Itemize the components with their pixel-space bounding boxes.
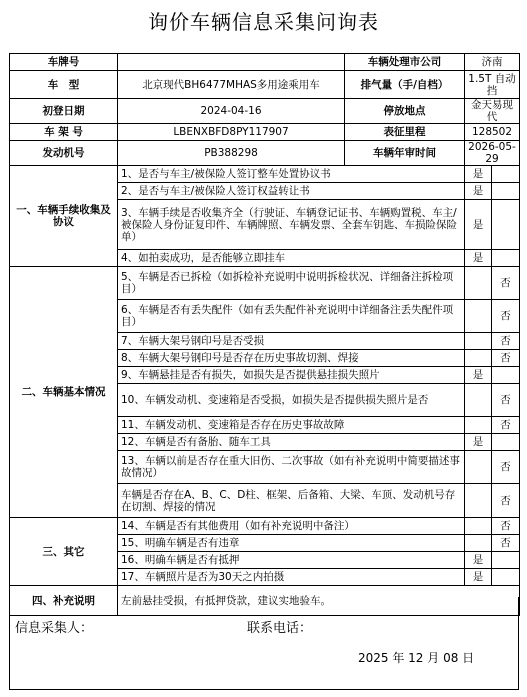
engine-label: 发动机号 [10,141,118,166]
no-mark [492,200,520,250]
item-text: 3、车辆手续是否收集齐全（行驶证、车辆登记证书、车辆购置税、车主/被保险人身份证复印件、车辆牌照、车辆发票、全套车钥匙、车损险保险单） [118,200,465,250]
engine-value: PB388298 [118,141,345,166]
no-mark: 否 [492,417,520,434]
item-row [10,267,520,300]
supplement-text: 左前悬挂受损，有抵押贷款，建议实地验车。 [118,586,520,616]
item-text: 14、车辆是否有其他费用（如有补充说明中备注） [118,518,465,535]
section-other: 三、其它 [10,518,118,586]
section-condition: 二、车辆基本情况 [10,267,118,518]
yes-mark: 是 [465,569,492,586]
model-value: 北京现代BH6477MHAS多用途乘用车 [118,71,345,99]
no-mark: 否 [492,518,520,535]
item-text: 6、车辆是否有丢失配件（如有丢失配件补充说明中详细备注丢失配件项目） [118,300,465,333]
mileage-value: 128502 [465,124,520,141]
yes-mark [465,350,492,367]
yes-mark [465,267,492,300]
yes-mark: 是 [465,166,492,183]
section-procedures: 一、车辆手续收集及协议 [10,166,118,267]
section-supplement: 四、补充说明 [10,586,118,616]
inspection-value: 2026-05-29 [465,141,520,166]
item-text: 2、是否与车主/被保险人签订权益转让书 [118,183,465,200]
item-text: 5、车辆是否已拆检（如拆检补充说明中说明拆检状况、详细备注拆检项目） [118,267,465,300]
yes-mark [465,535,492,552]
item-text: 16、明确车辆是否有抵押 [118,552,465,569]
no-mark [492,434,520,451]
no-mark [492,183,520,200]
plate-value [118,54,345,71]
inquiry-form-table [9,53,520,616]
item-row [10,166,520,183]
page-title: 询价车辆信息采集问询表 [148,10,379,34]
no-mark [492,552,520,569]
basic-row-engine [10,141,520,166]
model-label: 车 型 [10,71,118,99]
no-mark: 否 [492,535,520,552]
yes-mark: 是 [465,200,492,250]
item-text: 10、车辆发动机、变速箱是否受损，如损失是否提供损失照片是否 [118,384,465,417]
item-text: 8、车辆大架号钢印号是否存在历史事故切割、焊接 [118,350,465,367]
item-text: 4、如拍卖成功，是否能够立即挂车 [118,250,465,267]
no-mark: 否 [492,484,520,518]
parking-value: 金天易现代 [465,99,520,124]
yes-mark [465,417,492,434]
no-mark: 否 [492,384,520,417]
no-mark: 否 [492,451,520,484]
basic-row-date [10,99,520,124]
yes-mark [465,451,492,484]
item-text: 13、车辆以前是否存在重大旧伤、二次事故（如有补充说明中简要描述事故情况） [118,451,465,484]
vin-value: LBENXBFD8PY117907 [118,124,345,141]
item-text: 7、车辆大架号钢印号是否受损 [118,333,465,350]
collector-label: 信息采集人： [15,621,94,636]
no-mark [492,250,520,267]
reg-date-value: 2024-04-16 [118,99,345,124]
item-text: 17、车辆照片是否为30天之内拍摄 [118,569,465,586]
company-label: 车辆处理市公司 [345,54,465,71]
yes-mark [465,384,492,417]
reg-date-label: 初登日期 [10,99,118,124]
yes-mark [465,333,492,350]
inspection-label: 车辆年审时间 [345,141,465,166]
basic-row-model [10,71,520,99]
yes-mark [465,300,492,333]
item-text: 9、车辆悬挂是否有损失，如损失是否提供悬挂损失照片 [118,367,465,384]
item-text: 15、明确车辆是否有违章 [118,535,465,552]
no-mark: 否 [492,267,520,300]
parking-label: 停放地点 [345,99,465,124]
yes-mark [465,518,492,535]
yes-mark: 是 [465,183,492,200]
vin-label: 车 架 号 [10,124,118,141]
form-date: 2025 年 12 月 08 日 [358,651,475,665]
item-text: 车辆是否存在A、B、C、D柱、框架、后备箱、大梁、车顶、发动机号存在切割、焊接的情况 [118,484,465,518]
basic-row-vin [10,124,520,141]
displacement-value: 1.5T 自动挡 [465,71,520,99]
yes-mark: 是 [465,367,492,384]
item-text: 11、车辆发动机、变速箱是否存在历史事故故障 [118,417,465,434]
company-value: 济南 [465,54,520,71]
yes-mark [465,484,492,518]
plate-label: 车牌号 [10,54,118,71]
no-mark [492,367,520,384]
signature-footer [9,597,519,690]
item-text: 1、是否与车主/被保险人签订整车处置协议书 [118,166,465,183]
displacement-label: 排气量（手/自档） [345,71,465,99]
no-mark [492,166,520,183]
no-mark: 否 [492,300,520,333]
basic-row-plate [10,54,520,71]
no-mark [492,569,520,586]
yes-mark: 是 [465,250,492,267]
phone-label: 联系电话： [247,621,313,636]
item-row [10,518,520,535]
no-mark: 否 [492,333,520,350]
no-mark: 否 [492,350,520,367]
mileage-label: 表征里程 [345,124,465,141]
yes-mark: 是 [465,434,492,451]
yes-mark: 是 [465,552,492,569]
item-text: 12、车辆是否有备胎、随车工具 [118,434,465,451]
